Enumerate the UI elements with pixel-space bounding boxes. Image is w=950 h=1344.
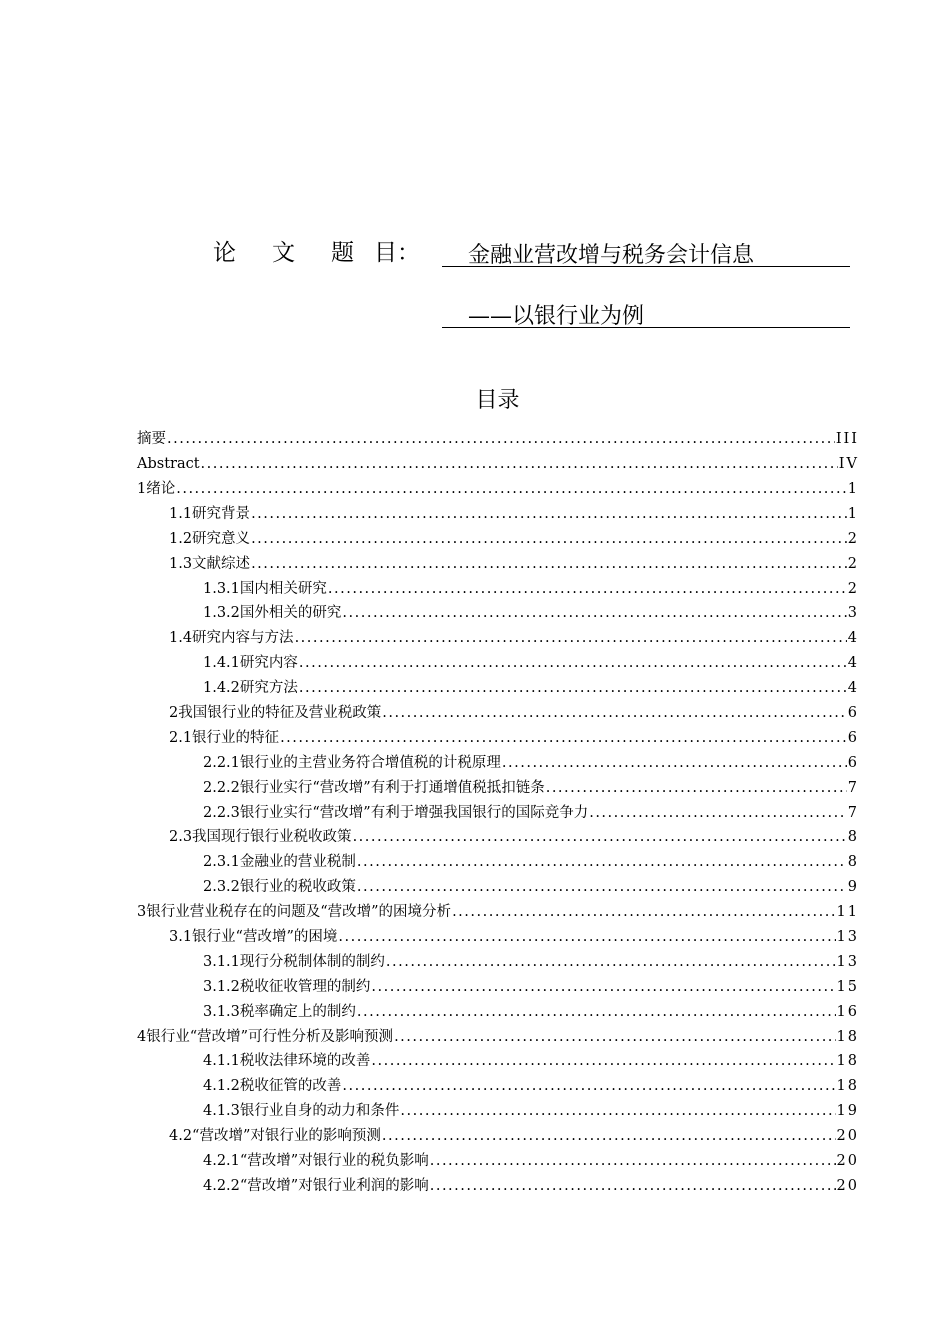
toc-entry-label: 3.1.2税收征收管理的制约	[203, 978, 371, 995]
toc-entry-page: 19	[836, 1103, 859, 1120]
toc-entry[interactable]	[137, 676, 859, 701]
toc-leader-dots	[176, 482, 847, 497]
title-label-char: 论	[213, 240, 236, 266]
toc-entry-label: 2我国银行业的特征及营业税政策	[169, 704, 382, 721]
toc-entry-label: 2.1银行业的特征	[169, 729, 280, 746]
toc-entry-label: 4.2“营改增”对银行业的影响预测	[169, 1128, 381, 1145]
toc-entry-page: 8	[847, 829, 859, 846]
toc-entry[interactable]	[137, 551, 859, 576]
toc-leader-dots	[382, 706, 847, 721]
toc-entry[interactable]	[137, 1074, 859, 1099]
toc-entry-label: 3银行业营业税存在的问题及“营改增”的困境分析	[137, 904, 452, 921]
toc-leader-dots	[342, 1079, 835, 1094]
toc-entry-label: 4.1.2税收征管的改善	[203, 1078, 342, 1095]
toc-entry-page: 20	[836, 1177, 859, 1194]
toc-entry[interactable]	[137, 825, 859, 850]
toc-entry-label: 3.1银行业“营改增”的困境	[169, 929, 338, 945]
toc-entry-label: 1.1研究背景	[169, 505, 251, 522]
toc-heading: 目录	[475, 388, 520, 413]
toc-entry-label: 1.3.1国内相关研究	[203, 580, 327, 597]
toc-leader-dots	[430, 1179, 836, 1194]
toc-entry-page: 9	[847, 879, 859, 896]
toc-leader-dots	[546, 781, 847, 796]
toc-entry-label: 1.3.2国外相关的研究	[203, 605, 342, 622]
toc-leader-dots	[400, 1104, 835, 1119]
toc-entry[interactable]	[137, 1149, 859, 1174]
toc-entry[interactable]	[137, 850, 859, 875]
toc-leader-dots	[382, 1129, 836, 1144]
toc-entry[interactable]	[137, 651, 859, 676]
toc-leader-dots	[295, 631, 847, 646]
toc-leader-dots	[371, 1054, 835, 1069]
toc-entry[interactable]	[137, 1174, 859, 1199]
toc-entry[interactable]	[137, 1124, 859, 1149]
toc-entry-page: 20	[836, 1128, 859, 1145]
toc-leader-dots	[357, 855, 847, 870]
toc-entry[interactable]	[137, 527, 859, 552]
toc-leader-dots	[371, 980, 835, 995]
toc-entry-page: 6	[847, 704, 859, 721]
toc-entry-label: 3.1.3税率确定上的制约	[203, 1003, 356, 1020]
toc-entry-page: 6	[847, 729, 859, 746]
toc-entry-page: 6	[847, 754, 859, 771]
table-of-contents	[137, 427, 859, 1199]
toc-entry[interactable]	[137, 477, 859, 502]
toc-entry-label: 2.3.2银行业的税收政策	[203, 879, 356, 896]
toc-entry[interactable]	[137, 601, 859, 626]
toc-entry-page: IV	[838, 456, 859, 473]
toc-entry-page: 13	[836, 929, 859, 945]
toc-leader-dots	[251, 532, 847, 547]
toc-leader-dots	[394, 1030, 835, 1045]
toc-entry-label: 摘要	[137, 431, 166, 448]
toc-entry-label: 1.4.1研究内容	[203, 655, 298, 672]
toc-entry-page: 15	[836, 978, 859, 995]
toc-entry[interactable]	[137, 775, 859, 800]
toc-entry-page: 1	[847, 480, 859, 497]
toc-entry-label: 2.2.3银行业实行“营改增”有利于增强我国银行的国际竞争力	[203, 804, 589, 821]
toc-entry-page: 7	[847, 779, 859, 796]
toc-entry[interactable]	[137, 925, 859, 950]
toc-entry-label: 1.2研究意义	[169, 530, 251, 547]
toc-leader-dots	[452, 905, 835, 920]
toc-leader-dots	[357, 1005, 836, 1020]
title-label-char: 题	[331, 240, 354, 266]
toc-entry[interactable]	[137, 502, 859, 527]
toc-leader-dots	[251, 507, 847, 522]
title-subtitle: ——以银行业为例	[468, 304, 645, 329]
toc-entry[interactable]	[137, 1024, 859, 1049]
toc-entry-page: 18	[836, 1078, 859, 1095]
toc-leader-dots	[589, 806, 847, 821]
toc-leader-dots	[357, 880, 847, 895]
title-label-char: 目：	[374, 240, 420, 266]
toc-entry-label: 2.3我国现行银行业税收政策	[169, 829, 352, 846]
toc-entry[interactable]	[137, 999, 859, 1024]
toc-leader-dots	[328, 582, 847, 597]
toc-entry-label: 4.1.1税收法律环境的改善	[203, 1053, 371, 1070]
toc-entry-page: III	[835, 431, 859, 448]
toc-entry[interactable]	[137, 751, 859, 776]
toc-entry-page: 16	[836, 1003, 859, 1020]
title-label-char: 文	[272, 240, 295, 266]
toc-entry[interactable]	[137, 1099, 859, 1124]
toc-entry-label: 1.3文献综述	[169, 555, 251, 572]
toc-leader-dots	[430, 1154, 836, 1169]
thesis-title	[0, 232, 950, 268]
toc-entry[interactable]	[137, 975, 859, 1000]
toc-entry[interactable]	[137, 726, 859, 751]
toc-entry[interactable]	[137, 1049, 859, 1074]
toc-entry-page: 8	[847, 854, 859, 871]
toc-entry[interactable]	[137, 701, 859, 726]
toc-entry-page: 4	[847, 630, 859, 647]
toc-leader-dots	[280, 731, 847, 746]
toc-entry-label: Abstract	[137, 456, 200, 473]
title-line-2	[442, 297, 850, 328]
toc-entry[interactable]	[137, 950, 859, 975]
toc-entry-label: 2.2.2银行业实行“营改增”有利于打通增值税抵扣链条	[203, 779, 545, 796]
toc-entry-label: 1.4.2研究方法	[203, 680, 298, 697]
toc-leader-dots	[386, 955, 836, 970]
toc-entry-page: 4	[847, 680, 859, 697]
toc-entry-page: 3	[847, 605, 859, 622]
toc-entry-label: 2.2.1银行业的主营业务符合增值税的计税原理	[203, 754, 501, 771]
toc-leader-dots	[502, 756, 847, 771]
toc-entry[interactable]	[137, 626, 859, 651]
toc-entry-page: 4	[847, 655, 859, 672]
toc-entry-label: 2.3.1金融业的营业税制	[203, 854, 356, 871]
toc-leader-dots	[251, 557, 847, 572]
toc-entry-label: 4.2.1“营改增”对银行业的税负影响	[203, 1153, 429, 1170]
toc-leader-dots	[167, 432, 835, 447]
toc-leader-dots	[201, 457, 838, 472]
toc-entry-page: 18	[836, 1053, 859, 1070]
toc-entry[interactable]	[137, 576, 859, 601]
toc-entry[interactable]	[137, 452, 859, 477]
title-main: 金融业营改增与税务会计信息	[468, 243, 755, 268]
toc-entry-page: 13	[836, 953, 859, 970]
toc-entry-label: 4银行业“营改增”可行性分析及影响预测	[137, 1028, 394, 1045]
toc-entry-page: 20	[836, 1153, 859, 1170]
toc-entry[interactable]	[137, 875, 859, 900]
toc-leader-dots	[338, 930, 835, 945]
toc-entry-label: 4.1.3银行业自身的动力和条件	[203, 1103, 400, 1120]
toc-leader-dots	[353, 830, 847, 845]
toc-entry-page: 2	[847, 555, 859, 572]
toc-entry[interactable]	[137, 427, 859, 452]
toc-entry-label: 1绪论	[137, 480, 176, 497]
toc-entry[interactable]	[137, 800, 859, 825]
title-label	[213, 234, 420, 267]
toc-entry-page: 18	[836, 1028, 859, 1045]
toc-entry[interactable]	[137, 900, 859, 925]
toc-leader-dots	[342, 606, 846, 621]
toc-leader-dots	[299, 656, 847, 671]
toc-entry-label: 1.4研究内容与方法	[169, 630, 294, 647]
toc-entry-page: 11	[836, 904, 859, 921]
toc-entry-page: 7	[847, 804, 859, 821]
toc-entry-page: 2	[847, 530, 859, 547]
toc-entry-page: 2	[847, 580, 859, 597]
title-line-1	[442, 236, 850, 267]
toc-leader-dots	[299, 681, 847, 696]
toc-entry-label: 3.1.1现行分税制体制的制约	[203, 953, 385, 970]
toc-entry-label: 4.2.2“营改增”对银行业利润的影响	[203, 1177, 429, 1194]
toc-entry-page: 1	[847, 505, 859, 522]
